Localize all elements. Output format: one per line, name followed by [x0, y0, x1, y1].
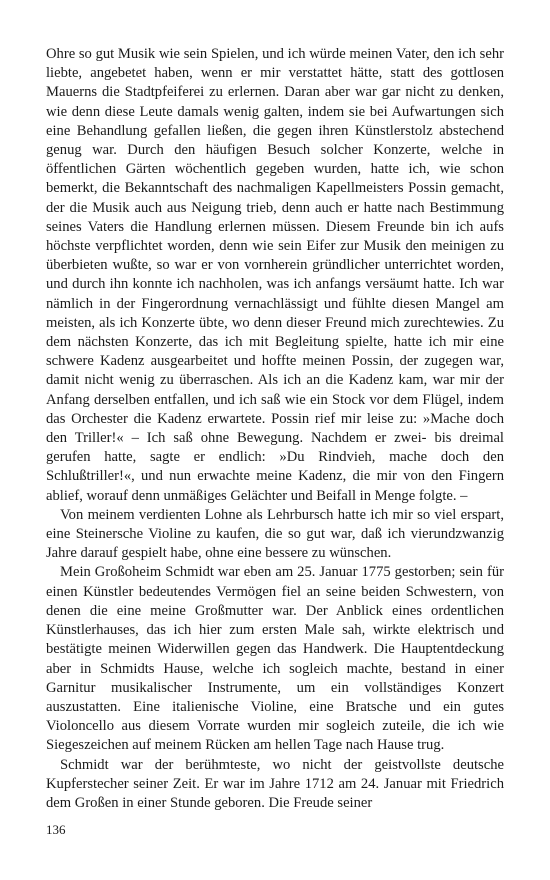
- paragraph-1: Ohre so gut Musik wie sein Spielen, und ich würde meinen Vater, den ich sehr liebte, angebetet haben, wenn er mir verstattet hätte, statt des gottlosen Mauerns die Stadtpfeiferei zu erlernen. Daran aber war gar nicht zu denken, wie denn diese Leute damals wenig galten, indem sie bei Aufwartungen sich eine Behandlung gefallen ließen, die gegen ihren Künstlerstolz abstechend genug war. Durch den häufigen Besuch solcher Konzerte, welche in öffentlichen Gärten wöchentlich gegeben wurden, hatte ich, wie schon bemerkt, die Bekanntschaft des nachmaligen Kapellmeisters Possin gemacht, der die Musik auch aus Neigung trieb, denn auch er hatte nach Bestimmung seines Vaters die Handlung erlernen müssen. Diesem Freunde bin ich aufs höchste verpflichtet worden, denn wie sein Eifer zur Musik den meinigen zu überbieten wußte, so war er von vornherein gründlicher unterrichtet worden, und durch ihn konnte ich nachholen, was ich anfangs versäumt hatte. Ich war nämlich in der Fingerordnung vernachlässigt und fühlte diesen Mangel am meisten, als ich Konzerte übte, wo denn dieser Freund mich zurechtewies. Zu dem nächsten Konzerte, das ich mit Begleitung spielte, hatte ich mir eine schwere Kadenz ausgearbeitet und hoffte meinen Possin, der zugegen war, damit nicht wenig zu überraschen. Als ich an die Kadenz kam, war mir der Anfang derselben entfallen, und ich saß wie ein Stock vor dem Flügel, indem das Orchester die Kadenz erwartete. Possin rief mir leise zu: »Mache doch den Triller!« – Ich saß ohne Bewegung. Nachdem er zwei- bis dreimal gerufen hatte, sagte er endlich: »Du Rindvieh, mache doch den Schlußtriller!«, und nun erwachte meine Kadenz, die mir von den Fingern ablief, worauf denn unmäßiges Gelächter und Beifall in Menge folgte. –: [46, 46, 504, 504]
- paragraph-3: Mein Großoheim Schmidt war eben am 25. Januar 1775 gestorben; sein für einen Künstler bedeutendes Vermögen fiel an seine beiden Schwestern, von denen die eine meine Großmutter war. Der Anblick eines ordentlichen Künstlerhauses, das ich hier zum ersten Male sah, wirkte elektrisch und bestätigte meinen Widerwillen gegen das Handwerk. Die Hauptentdeckung aber in Schmidts Hause, welche ich sogleich machte, bestand in einer Garnitur musikalischer Instrumente, um ein vollständiges Konzert auszustatten. Eine italienische Violine, eine Bratsche und ein gutes Violoncello aus diesem Vorrate wurden mir sogleich zuteile, die ich wie Siegeszeichen auf meinem Rücken am hellen Tage nach Hause trug.: [46, 564, 504, 754]
- paragraph-2: Von meinem verdienten Lohne als Lehrbursch hatte ich mir so viel erspart, eine Steinersche Violine zu kaufen, die so gut war, daß ich vierundzwanzig Jahre darauf gespielt habe, ohne eine bessere zu wünschen.: [46, 506, 504, 562]
- page-number: 136: [46, 822, 66, 837]
- body-text: [46, 45, 504, 813]
- paragraph-4: Schmidt war der berühmteste, wo nicht der geistvollste deutsche Kupferstecher seiner Zeit. Er war im Jahre 1712 am 24. Januar mit Friedrich dem Großen in einer Stunde geboren. Die Freude seiner: [46, 756, 504, 811]
